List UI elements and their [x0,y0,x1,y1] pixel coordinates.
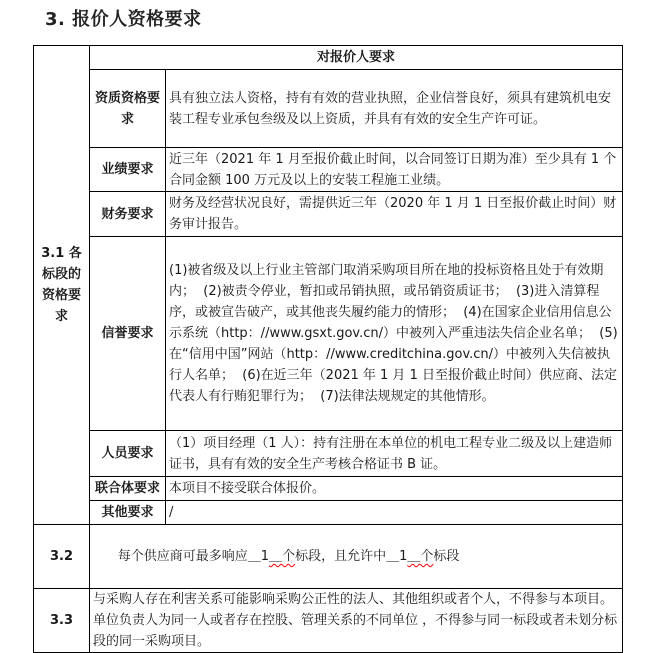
requirements-table [33,45,623,653]
personnel-content: （1）项目经理（1 人）：持有注册在本单位的机电工程专业二级及以上建造师证书，具有有效的安全生产考核合格证书 B 证。 [166,431,623,477]
finance-label: 财务要求 [90,192,166,237]
section-33-number: 3.3 [34,589,90,653]
section-32-number: 3.2 [34,525,90,589]
performance-content: 近三年（2021 年 1 月至报价截止时间，以合同签订日期为准）至少具有 1 个合同金额 100 万元及以上的安装工程施工业绩。 [166,148,623,192]
table-row [34,237,623,431]
finance-content: 财务及经营状况良好，需提供近三年（2020 年 1 月 1 日至报价截止时间）财务审计报告。 [166,192,623,237]
performance-label: 业绩要求 [90,148,166,192]
table-row [34,501,623,525]
section-32-segment: 每个供应商可最多响应＿1 [117,549,270,564]
other-content: / [166,501,623,525]
table-row [34,148,623,192]
personnel-label: 人员要求 [90,431,166,477]
table-row [34,192,623,237]
table-row [34,431,623,477]
table-row [34,70,623,148]
section-32-segment: 标段，且允许中＿1 [295,549,408,564]
table-row-3-2 [34,525,623,589]
underlined-blank: ＿个 [269,549,296,564]
reputation-label: 信誉要求 [90,237,166,431]
section-33-content: 与采购人存在利害关系可能影响采购公正性的法人、其他组织或者个人，不得参与本项目。单位负责人为同一人或者存在控股、管理关系的不同单位 ，不得参与同一标段或者未划分标段的同一采购项目。 [90,589,623,653]
table-row [34,477,623,501]
bidder-requirements-header: 对报价人要求 [90,46,623,70]
section-32-segment: 标段 [433,549,460,564]
qualification-content: 具有独立法人资格，持有有效的营业执照，企业信誉良好，须具有建筑机电安装工程专业承包叁级及以上资质，并具有有效的安全生产许可证。 [166,70,623,148]
table-row-3-3 [34,589,623,653]
reputation-content: (1)被省级及以上行业主管部门取消采购项目所在地的投标资格且处于有效期内； (2)被责令停业，暂扣或吊销执照，或吊销资质证书； (3)进入清算程序，或被宣告破产，或其他丧失履约能力的情形； (4)在国家企业信用信息公示系统（http：//www.gsxt.gov.cn/）中被列入严重违法失信企业名单； (5)在“信用中国”网站（http：//www.creditchina.gov.cn/）中被列入失信被执行人名单； (6)在近三年（2021 年 1 月 1 日至报价截止时间）供应商、法定代表人有行贿犯罪行为； (7)法律法规规定的其他情形。 [166,237,623,431]
qualification-label: 资质资格要求 [90,70,166,148]
underlined-blank: ＿个 [407,549,434,564]
page-title: 3. 报价人资格要求 [45,9,202,30]
section-31-label-cell: 3.1 各标段的资格要求 [34,46,90,525]
consortium-content: 本项目不接受联合体报价。 [166,477,623,501]
section-32-content [90,525,623,589]
other-label: 其他要求 [90,501,166,525]
consortium-label: 联合体要求 [90,477,166,501]
header-row [34,46,623,70]
